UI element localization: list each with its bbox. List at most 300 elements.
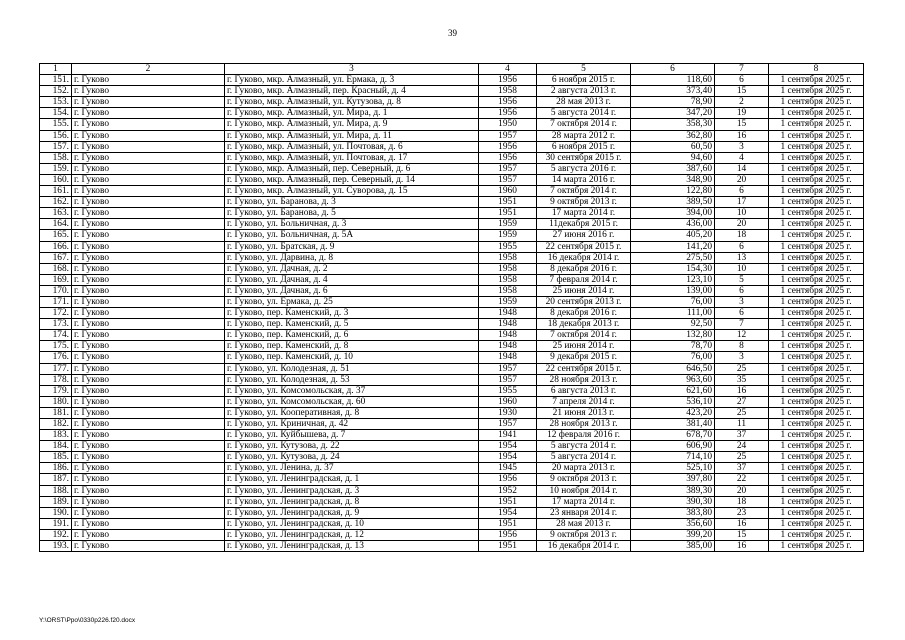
deadline-cell: 1 сентября 2025 г. [769,496,864,507]
locality-cell: г. Гуково [72,130,225,141]
build-year-cell: 1950 [479,119,537,130]
row-number-cell: 152. [40,86,72,97]
deadline-cell: 1 сентября 2025 г. [769,518,864,529]
build-year-cell: 1930 [479,407,537,418]
date-cell: 27 июня 2016 г. [537,230,631,241]
deadline-cell: 1 сентября 2025 г. [769,407,864,418]
area-cell: 606,90 [631,441,715,452]
area-cell: 123,10 [631,274,715,285]
table-row [40,452,864,463]
deadline-cell: 1 сентября 2025 г. [769,463,864,474]
count-cell: 23 [715,507,769,518]
build-year-cell: 1959 [479,219,537,230]
table-row [40,407,864,418]
address-cell: г. Гуково, мкр. Алмазный, ул. Мира, д. 9 [225,119,479,130]
count-cell: 25 [715,407,769,418]
area-cell: 423,20 [631,407,715,418]
build-year-cell: 1955 [479,385,537,396]
table-row [40,529,864,540]
deadline-cell: 1 сентября 2025 г. [769,274,864,285]
column-header: 2 [72,64,225,75]
deadline-cell: 1 сентября 2025 г. [769,541,864,552]
locality-cell: г. Гуково [72,119,225,130]
row-number-cell: 184. [40,441,72,452]
count-cell: 19 [715,108,769,119]
area-cell: 358,30 [631,119,715,130]
locality-cell: г. Гуково [72,463,225,474]
footer-file-path: Y:\ORST\Ppo\0330p226.f20.docx [39,617,136,624]
address-cell: г. Гуково, пер. Каменский, д. 6 [225,330,479,341]
table-row [40,130,864,141]
count-cell: 10 [715,208,769,219]
area-cell: 111,00 [631,308,715,319]
column-header: 1 [40,64,72,75]
deadline-cell: 1 сентября 2025 г. [769,208,864,219]
locality-cell: г. Гуково [72,374,225,385]
build-year-cell: 1957 [479,130,537,141]
area-cell: 356,60 [631,518,715,529]
table-row [40,274,864,285]
area-cell: 139,00 [631,285,715,296]
count-cell: 14 [715,163,769,174]
locality-cell: г. Гуково [72,507,225,518]
build-year-cell: 1948 [479,352,537,363]
deadline-cell: 1 сентября 2025 г. [769,263,864,274]
date-cell: 6 августа 2013 г. [537,385,631,396]
address-cell: г. Гуково, ул. Ленинградская, д. 13 [225,541,479,552]
address-cell: г. Гуково, ул. Баранова, д. 3 [225,197,479,208]
address-cell: г. Гуково, мкр. Алмазный, пер. Северный, д. 6 [225,163,479,174]
date-cell: 17 марта 2014 г. [537,496,631,507]
row-number-cell: 153. [40,97,72,108]
row-number-cell: 173. [40,319,72,330]
address-cell: г. Гуково, ул. Ленинградская, д. 10 [225,518,479,529]
count-cell: 18 [715,496,769,507]
table-row [40,385,864,396]
count-cell: 16 [715,130,769,141]
page-number: 39 [448,28,457,38]
row-number-cell: 170. [40,285,72,296]
table-row [40,230,864,241]
table-row [40,186,864,197]
table-row [40,296,864,307]
locality-cell: г. Гуково [72,430,225,441]
deadline-cell: 1 сентября 2025 г. [769,130,864,141]
deadline-cell: 1 сентября 2025 г. [769,374,864,385]
area-cell: 385,00 [631,541,715,552]
table-row [40,152,864,163]
row-number-cell: 181. [40,407,72,418]
count-cell: 4 [715,152,769,163]
deadline-cell: 1 сентября 2025 г. [769,197,864,208]
column-header: 5 [537,64,631,75]
area-cell: 94,60 [631,152,715,163]
locality-cell: г. Гуково [72,141,225,152]
area-cell: 646,50 [631,363,715,374]
area-cell: 405,20 [631,230,715,241]
build-year-cell: 1956 [479,152,537,163]
count-cell: 12 [715,330,769,341]
address-cell: г. Гуково, ул. Куйбышева, д. 7 [225,430,479,441]
table-row [40,518,864,529]
build-year-cell: 1958 [479,263,537,274]
build-year-cell: 1958 [479,86,537,97]
locality-cell: г. Гуково [72,330,225,341]
locality-cell: г. Гуково [72,241,225,252]
row-number-cell: 177. [40,363,72,374]
area-cell: 154,30 [631,263,715,274]
table-row [40,86,864,97]
table-row [40,263,864,274]
date-cell: 28 ноября 2013 г. [537,374,631,385]
row-number-cell: 183. [40,430,72,441]
address-cell: г. Гуково, ул. Дачная, д. 6 [225,285,479,296]
area-cell: 525,10 [631,463,715,474]
table-row [40,396,864,407]
date-cell: 14 марта 2016 г. [537,174,631,185]
locality-cell: г. Гуково [72,152,225,163]
row-number-cell: 159. [40,163,72,174]
deadline-cell: 1 сентября 2025 г. [769,352,864,363]
count-cell: 16 [715,385,769,396]
date-cell: 28 мая 2013 г. [537,518,631,529]
table-row [40,97,864,108]
row-number-cell: 185. [40,452,72,463]
row-number-cell: 187. [40,474,72,485]
address-cell: г. Гуково, пер. Каменский, д. 3 [225,308,479,319]
locality-cell: г. Гуково [72,363,225,374]
table-row [40,285,864,296]
locality-cell: г. Гуково [72,230,225,241]
deadline-cell: 1 сентября 2025 г. [769,430,864,441]
row-number-cell: 162. [40,197,72,208]
build-year-cell: 1960 [479,396,537,407]
area-cell: 347,20 [631,108,715,119]
column-header: 6 [631,64,715,75]
build-year-cell: 1951 [479,197,537,208]
locality-cell: г. Гуково [72,385,225,396]
row-number-cell: 189. [40,496,72,507]
column-header: 3 [225,64,479,75]
table-row [40,319,864,330]
area-cell: 118,60 [631,75,715,86]
date-cell: 16 декабря 2014 г. [537,541,631,552]
date-cell: 28 ноября 2013 г. [537,419,631,430]
count-cell: 25 [715,363,769,374]
date-cell: 6 ноября 2015 г. [537,141,631,152]
build-year-cell: 1948 [479,330,537,341]
count-cell: 5 [715,274,769,285]
deadline-cell: 1 сентября 2025 г. [769,363,864,374]
table-row [40,485,864,496]
table-row [40,463,864,474]
table-row [40,496,864,507]
address-cell: г. Гуково, ул. Дачная, д. 2 [225,263,479,274]
area-cell: 621,60 [631,385,715,396]
locality-cell: г. Гуково [72,208,225,219]
address-cell: г. Гуково, ул. Криничная, д. 42 [225,419,479,430]
locality-cell: г. Гуково [72,108,225,119]
date-cell: 9 октября 2013 г. [537,197,631,208]
count-cell: 8 [715,341,769,352]
address-cell: г. Гуково, ул. Комсомольская, д. 37 [225,385,479,396]
build-year-cell: 1959 [479,230,537,241]
area-cell: 122,80 [631,186,715,197]
locality-cell: г. Гуково [72,219,225,230]
table-row [40,219,864,230]
table-row [40,419,864,430]
address-cell: г. Гуково, ул. Кутузова, д. 22 [225,441,479,452]
count-cell: 3 [715,296,769,307]
deadline-cell: 1 сентября 2025 г. [769,319,864,330]
count-cell: 35 [715,374,769,385]
count-cell: 7 [715,319,769,330]
row-number-cell: 179. [40,385,72,396]
area-cell: 387,60 [631,163,715,174]
row-number-cell: 155. [40,119,72,130]
locality-cell: г. Гуково [72,518,225,529]
area-cell: 436,00 [631,219,715,230]
area-cell: 76,00 [631,352,715,363]
locality-cell: г. Гуково [72,186,225,197]
count-cell: 6 [715,308,769,319]
date-cell: 9 октября 2013 г. [537,529,631,540]
date-cell: 16 декабря 2014 г. [537,252,631,263]
address-cell: г. Гуково, мкр. Алмазный, ул. Ермака, д. 3 [225,75,479,86]
address-cell: г. Гуково, ул. Больничная, д. 3 [225,219,479,230]
build-year-cell: 1948 [479,341,537,352]
count-cell: 6 [715,241,769,252]
address-cell: г. Гуково, пер. Каменский, д. 10 [225,352,479,363]
address-cell: г. Гуково, ул. Ленинградская, д. 1 [225,474,479,485]
table-row [40,75,864,86]
row-number-cell: 167. [40,252,72,263]
count-cell: 16 [715,518,769,529]
area-cell: 714,10 [631,452,715,463]
area-cell: 381,40 [631,419,715,430]
count-cell: 15 [715,119,769,130]
row-number-cell: 151. [40,75,72,86]
row-number-cell: 175. [40,341,72,352]
deadline-cell: 1 сентября 2025 г. [769,396,864,407]
address-cell: г. Гуково, ул. Комсомольская, д. 60 [225,396,479,407]
build-year-cell: 1954 [479,507,537,518]
deadline-cell: 1 сентября 2025 г. [769,474,864,485]
address-cell: г. Гуково, мкр. Алмазный, ул. Кутузова, д. 8 [225,97,479,108]
area-cell: 362,80 [631,130,715,141]
area-cell: 275,50 [631,252,715,263]
build-year-cell: 1959 [479,296,537,307]
date-cell: 7 октября 2014 г. [537,119,631,130]
address-cell: г. Гуково, мкр. Алмазный, пер. Красный, д. 4 [225,86,479,97]
count-cell: 17 [715,197,769,208]
locality-cell: г. Гуково [72,319,225,330]
count-cell: 16 [715,541,769,552]
row-number-cell: 171. [40,296,72,307]
build-year-cell: 1948 [479,319,537,330]
count-cell: 20 [715,174,769,185]
address-cell: г. Гуково, ул. Ленинградская, д. 12 [225,529,479,540]
date-cell: 23 января 2014 г. [537,507,631,518]
date-cell: 5 августа 2014 г. [537,452,631,463]
address-cell: г. Гуково, ул. Ленина, д. 37 [225,463,479,474]
count-cell: 3 [715,352,769,363]
date-cell: 30 сентября 2015 г. [537,152,631,163]
deadline-cell: 1 сентября 2025 г. [769,452,864,463]
date-cell: 8 декабря 2016 г. [537,263,631,274]
locality-cell: г. Гуково [72,97,225,108]
deadline-cell: 1 сентября 2025 г. [769,308,864,319]
build-year-cell: 1956 [479,474,537,485]
table-row [40,441,864,452]
address-cell: г. Гуково, ул. Кооперативная, д. 8 [225,407,479,418]
build-year-cell: 1951 [479,518,537,529]
locality-cell: г. Гуково [72,496,225,507]
deadline-cell: 1 сентября 2025 г. [769,341,864,352]
row-number-cell: 163. [40,208,72,219]
deadline-cell: 1 сентября 2025 г. [769,75,864,86]
count-cell: 24 [715,441,769,452]
date-cell: 8 декабря 2016 г. [537,308,631,319]
build-year-cell: 1958 [479,285,537,296]
build-year-cell: 1952 [479,485,537,496]
build-year-cell: 1945 [479,463,537,474]
table-row [40,541,864,552]
deadline-cell: 1 сентября 2025 г. [769,86,864,97]
address-cell: г. Гуково, мкр. Алмазный, ул. Почтовая, д. 6 [225,141,479,152]
deadline-cell: 1 сентября 2025 г. [769,385,864,396]
area-cell: 389,30 [631,485,715,496]
area-cell: 390,30 [631,496,715,507]
area-cell: 76,00 [631,296,715,307]
locality-cell: г. Гуково [72,296,225,307]
address-cell: г. Гуково, ул. Ермака, д. 25 [225,296,479,307]
build-year-cell: 1957 [479,374,537,385]
address-cell: г. Гуково, мкр. Алмазный, ул. Мира, д. 1 [225,108,479,119]
date-cell: 28 мая 2013 г. [537,97,631,108]
address-cell: г. Гуково, ул. Баранова, д. 5 [225,208,479,219]
table-row [40,163,864,174]
address-cell: г. Гуково, пер. Каменский, д. 5 [225,319,479,330]
deadline-cell: 1 сентября 2025 г. [769,419,864,430]
build-year-cell: 1956 [479,108,537,119]
locality-cell: г. Гуково [72,163,225,174]
column-header: 4 [479,64,537,75]
area-cell: 348,90 [631,174,715,185]
date-cell: 20 сентября 2013 г. [537,296,631,307]
row-number-cell: 193. [40,541,72,552]
locality-cell: г. Гуково [72,86,225,97]
table-row [40,241,864,252]
row-number-cell: 165. [40,230,72,241]
deadline-cell: 1 сентября 2025 г. [769,108,864,119]
count-cell: 15 [715,529,769,540]
area-cell: 92,50 [631,319,715,330]
build-year-cell: 1958 [479,274,537,285]
address-cell: г. Гуково, ул. Ленинградская, д. 3 [225,485,479,496]
locality-cell: г. Гуково [72,308,225,319]
date-cell: 5 августа 2016 г. [537,163,631,174]
row-number-cell: 192. [40,529,72,540]
count-cell: 6 [715,285,769,296]
date-cell: 12 февраля 2016 г. [537,430,631,441]
area-cell: 383,80 [631,507,715,518]
deadline-cell: 1 сентября 2025 г. [769,152,864,163]
count-cell: 3 [715,141,769,152]
address-cell: г. Гуково, ул. Ленинградская, д. 8 [225,496,479,507]
date-cell: 9 декабря 2015 г. [537,352,631,363]
count-cell: 6 [715,186,769,197]
locality-cell: г. Гуково [72,75,225,86]
deadline-cell: 1 сентября 2025 г. [769,485,864,496]
locality-cell: г. Гуково [72,174,225,185]
area-cell: 678,70 [631,430,715,441]
area-cell: 389,50 [631,197,715,208]
deadline-cell: 1 сентября 2025 г. [769,219,864,230]
address-cell: г. Гуково, ул. Колодезная, д. 51 [225,363,479,374]
date-cell: 10 ноября 2014 г. [537,485,631,496]
date-cell: 6 ноября 2015 г. [537,75,631,86]
locality-cell: г. Гуково [72,197,225,208]
row-number-cell: 158. [40,152,72,163]
deadline-cell: 1 сентября 2025 г. [769,163,864,174]
date-cell: 7 февраля 2014 г. [537,274,631,285]
table-row [40,374,864,385]
count-cell: 15 [715,86,769,97]
address-cell: г. Гуково, мкр. Алмазный, ул. Суворова, д. 15 [225,186,479,197]
build-year-cell: 1954 [479,452,537,463]
row-number-cell: 182. [40,419,72,430]
table-body [40,75,864,552]
row-number-cell: 164. [40,219,72,230]
row-number-cell: 154. [40,108,72,119]
date-cell: 25 июня 2014 г. [537,341,631,352]
date-cell: 9 октября 2013 г. [537,474,631,485]
row-number-cell: 174. [40,330,72,341]
area-cell: 78,70 [631,341,715,352]
area-cell: 132,80 [631,330,715,341]
build-year-cell: 1951 [479,496,537,507]
build-year-cell: 1957 [479,163,537,174]
housing-registry-table [39,63,864,552]
address-cell: г. Гуково, мкр. Алмазный, ул. Мира, д. 11 [225,130,479,141]
address-cell: г. Гуково, ул. Кутузова, д. 24 [225,452,479,463]
locality-cell: г. Гуково [72,452,225,463]
deadline-cell: 1 сентября 2025 г. [769,529,864,540]
address-cell: г. Гуково, ул. Колодезная, д. 53 [225,374,479,385]
count-cell: 20 [715,485,769,496]
locality-cell: г. Гуково [72,396,225,407]
address-cell: г. Гуково, ул. Дачная, д. 4 [225,274,479,285]
date-cell: 7 апреля 2014 г. [537,396,631,407]
area-cell: 963,60 [631,374,715,385]
row-number-cell: 156. [40,130,72,141]
locality-cell: г. Гуково [72,352,225,363]
address-cell: г. Гуково, ул. Братская, д. 9 [225,241,479,252]
address-cell: г. Гуково, ул. Дарвина, д. 8 [225,252,479,263]
address-cell: г. Гуково, мкр. Алмазный, пер. Северный, д. 14 [225,174,479,185]
date-cell: 2 августа 2013 г. [537,86,631,97]
row-number-cell: 191. [40,518,72,529]
table-row [40,308,864,319]
date-cell: 7 октября 2014 г. [537,330,631,341]
table-row [40,119,864,130]
date-cell: 20 марта 2013 г. [537,463,631,474]
deadline-cell: 1 сентября 2025 г. [769,186,864,197]
table-row [40,208,864,219]
count-cell: 20 [715,219,769,230]
column-header: 8 [769,64,864,75]
